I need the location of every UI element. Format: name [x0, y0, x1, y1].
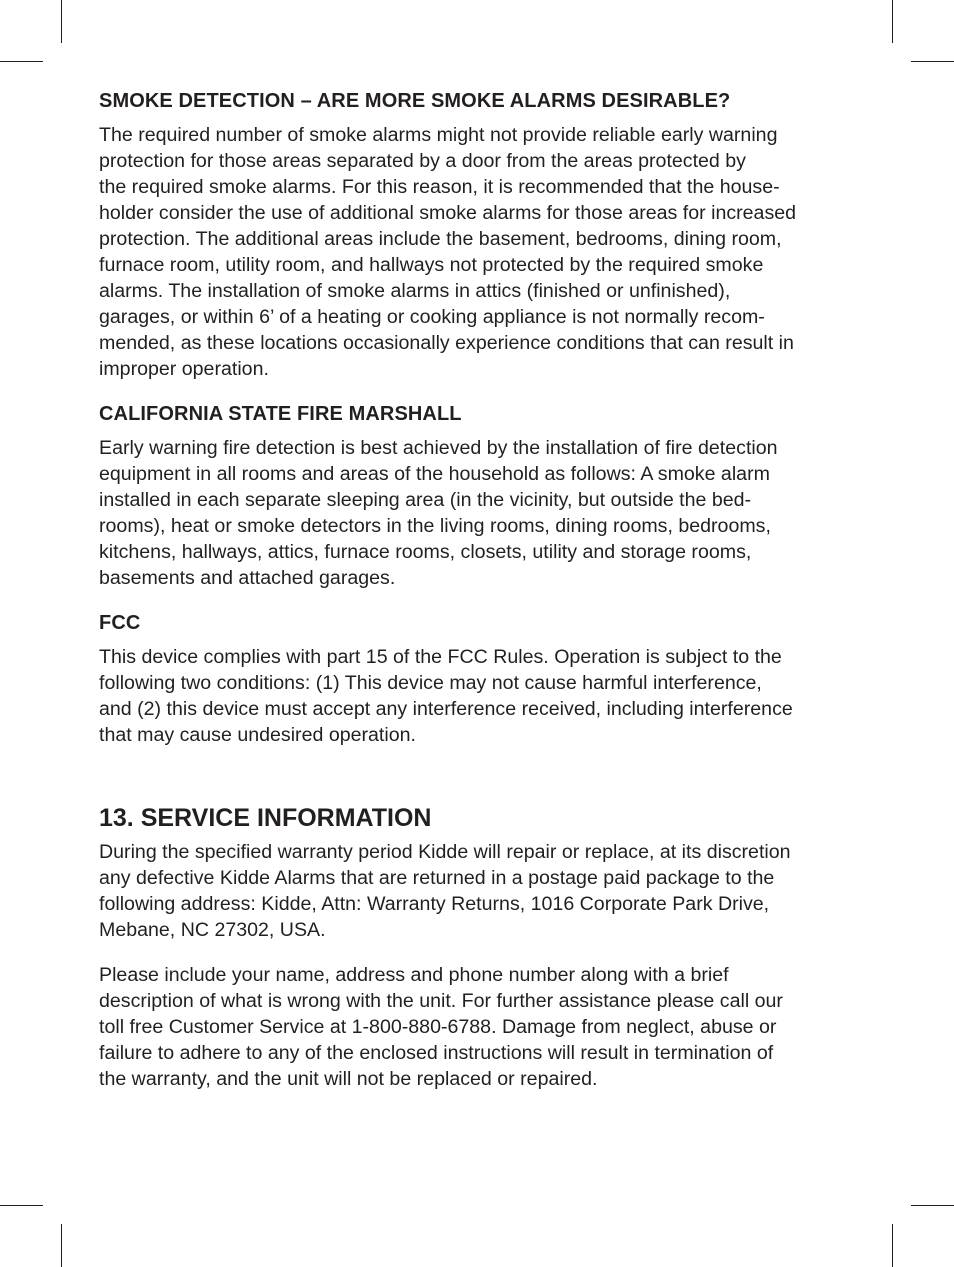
fcc-paragraph: [99, 644, 859, 748]
text-line: that may cause undesired operation.: [99, 724, 416, 746]
text-line: Mebane, NC 27302, USA.: [99, 919, 326, 941]
text-line: During the specified warranty period Kidde will repair or replace, at its discretion: [99, 841, 791, 863]
text-line: furnace room, utility room, and hallways not protected by the required smoke: [99, 254, 764, 276]
document-content: [99, 88, 859, 1111]
text-line: This device complies with part 15 of the FCC Rules. Operation is subject to the: [99, 646, 782, 668]
text-line: any defective Kidde Alarms that are returned in a postage paid package to the: [99, 867, 775, 889]
text-line: description of what is wrong with the unit. For further assistance please call our: [99, 990, 783, 1012]
text-line: protection for those areas separated by a door from the areas protected by: [99, 150, 746, 172]
text-line: following address: Kidde, Attn: Warranty Returns, 1016 Corporate Park Drive,: [99, 893, 770, 915]
service-paragraph-warranty: [99, 839, 859, 943]
crop-mark-top-right-horizontal: [911, 61, 954, 62]
text-line: following two conditions: (1) This device may not cause harmful interference,: [99, 672, 762, 694]
text-line: installed in each separate sleeping area (in the vicinity, but outside the bed-: [99, 489, 752, 511]
text-line: alarms. The installation of smoke alarms in attics (finished or unfinished),: [99, 280, 731, 302]
text-line: mended, as these locations occasionally experience conditions that can result in: [99, 332, 794, 354]
section-spacer: [99, 767, 859, 803]
crop-mark-top-left-vertical: [61, 0, 62, 43]
text-line: garages, or within 6’ of a heating or cooking appliance is not normally recom-: [99, 306, 765, 328]
text-line: improper operation.: [99, 358, 269, 380]
crop-mark-top-left-horizontal: [0, 61, 43, 62]
text-line: The required number of smoke alarms might not provide reliable early warning: [99, 124, 778, 146]
text-line: toll free Customer Service at 1-800-880-6788. Damage from neglect, abuse or: [99, 1016, 777, 1038]
text-line: rooms), heat or smoke detectors in the living rooms, dining rooms, bedrooms,: [99, 515, 771, 537]
service-information-heading: 13. SERVICE INFORMATION: [99, 804, 432, 832]
text-line: holder consider the use of additional smoke alarms for those areas for increased: [99, 202, 797, 224]
text-line: the warranty, and the unit will not be replaced or repaired.: [99, 1068, 598, 1090]
smoke-detection-paragraph: [99, 122, 859, 382]
text-line: the required smoke alarms. For this reason, it is recommended that the house-: [99, 176, 780, 198]
crop-mark-bottom-right-horizontal: [911, 1205, 954, 1206]
crop-mark-bottom-left-vertical: [61, 1224, 62, 1267]
crop-mark-bottom-right-vertical: [892, 1224, 893, 1267]
text-line: equipment in all rooms and areas of the household as follows: A smoke alarm: [99, 463, 770, 485]
text-line: failure to adhere to any of the enclosed instructions will result in termination of: [99, 1042, 774, 1064]
text-line: Early warning fire detection is best achieved by the installation of fire detection: [99, 437, 778, 459]
fcc-heading: FCC: [99, 612, 141, 634]
text-line: and (2) this device must accept any interference received, including interference: [99, 698, 793, 720]
crop-mark-bottom-left-horizontal: [0, 1205, 43, 1206]
california-fire-marshall-heading: CALIFORNIA STATE FIRE MARSHALL: [99, 403, 462, 425]
text-line: basements and attached garages.: [99, 567, 396, 589]
service-paragraph-contact: [99, 962, 859, 1092]
text-line: kitchens, hallways, attics, furnace rooms, closets, utility and storage rooms,: [99, 541, 752, 563]
california-fire-marshall-paragraph: [99, 435, 859, 591]
text-line: Please include your name, address and phone number along with a brief: [99, 964, 729, 986]
crop-mark-top-right-vertical: [892, 0, 893, 43]
text-line: protection. The additional areas include the basement, bedrooms, dining room,: [99, 228, 782, 250]
smoke-detection-heading: SMOKE DETECTION – ARE MORE SMOKE ALARMS DESIRABLE?: [99, 90, 731, 112]
